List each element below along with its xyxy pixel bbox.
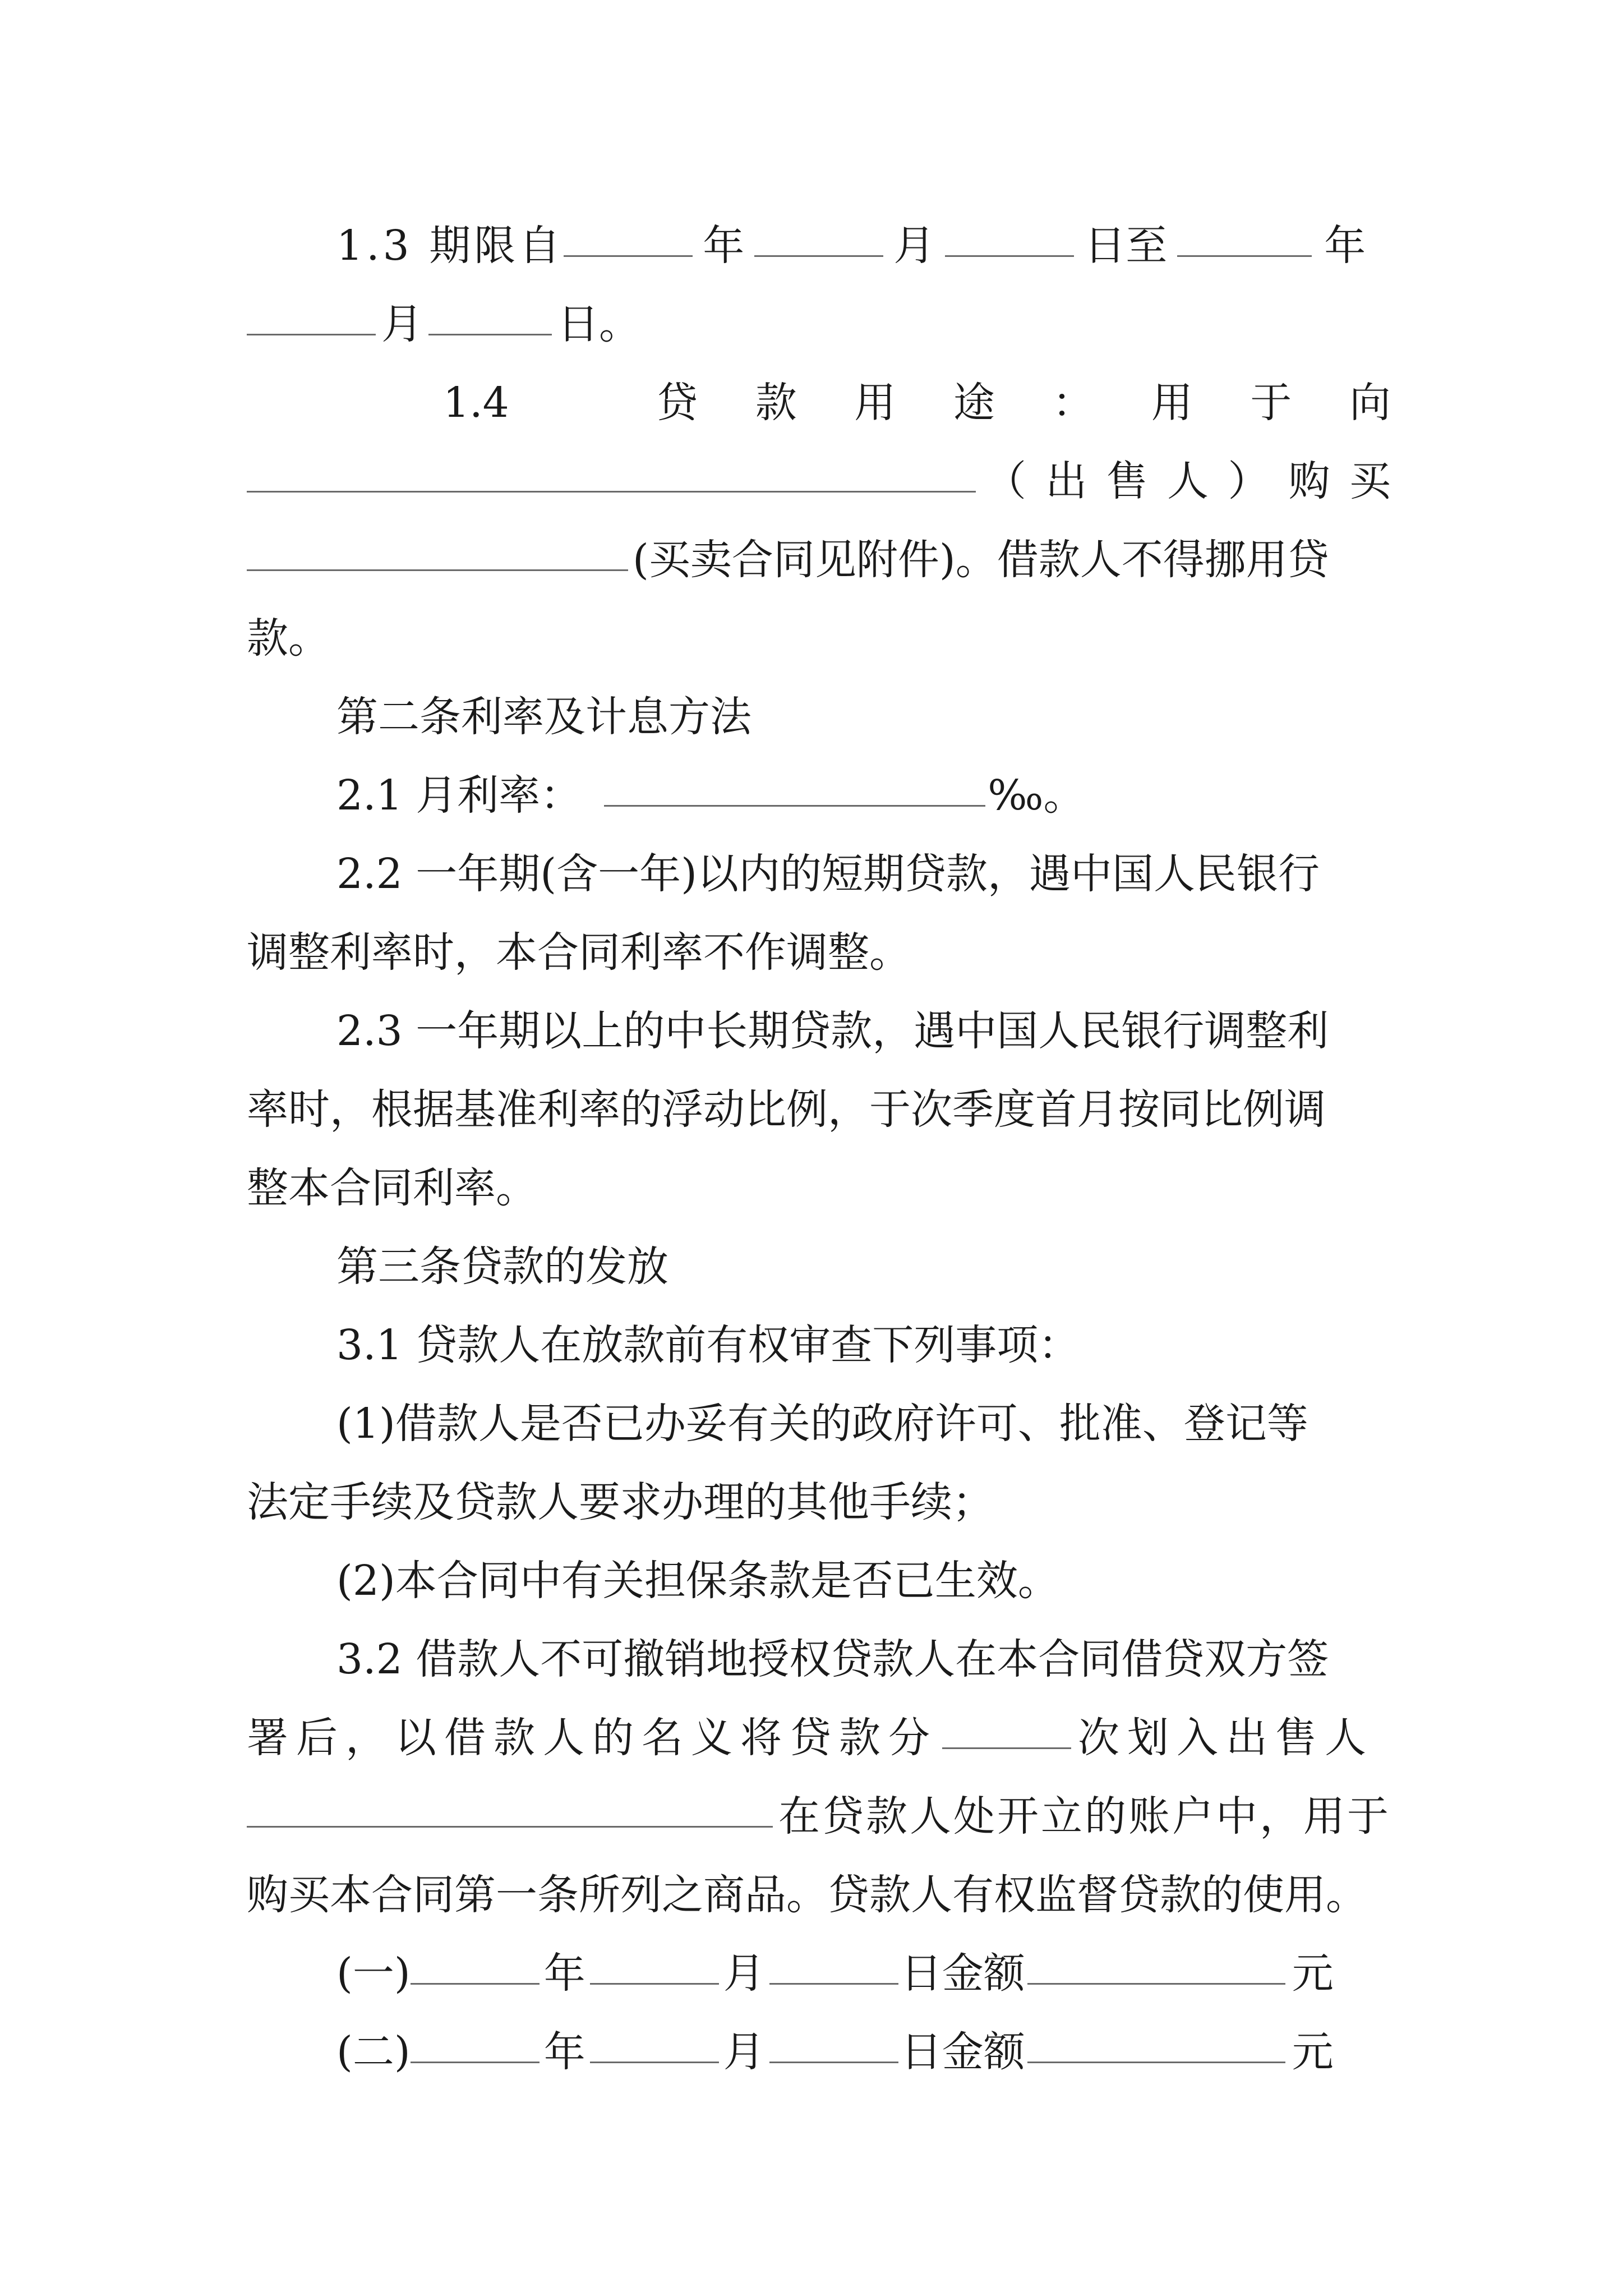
installment-row xyxy=(336,1934,1391,2013)
installment-amount-blank[interactable] xyxy=(1027,2062,1285,2063)
char: ） xyxy=(1228,457,1270,505)
char: （ xyxy=(985,457,1026,505)
char: 途 xyxy=(953,379,995,427)
year-end-blank[interactable] xyxy=(1177,255,1312,257)
clause-3-2-line2 xyxy=(247,1699,1391,1777)
day-end-blank[interactable] xyxy=(428,334,552,335)
char: 向 xyxy=(1349,379,1391,427)
clause-3-2-line1: 3.2 借款人不可撤销地授权贷款人在本合同借贷双方签 xyxy=(336,1635,1329,1683)
clause-1-3-line2 xyxy=(247,285,1391,364)
char: 出 xyxy=(1045,457,1087,505)
clause-3-2-line4: 购买本合同第一条所列之商品。贷款人有权监督贷款的使用。 xyxy=(247,1871,1367,1919)
char: 用 xyxy=(1151,379,1193,427)
char: 于 xyxy=(1250,379,1292,427)
day-blank[interactable] xyxy=(945,255,1074,257)
clause-1-4-line4: 款。 xyxy=(247,614,330,662)
day-end-label: 日。 xyxy=(557,300,640,348)
installment-year-blank[interactable] xyxy=(411,2062,540,2063)
installment-amount-label: 日金额 xyxy=(900,1949,1025,1998)
clause-1-4-line2 xyxy=(247,442,1391,521)
clause-2-1-tail: ‰。 xyxy=(988,771,1085,820)
installment-day-blank[interactable] xyxy=(769,2062,898,2063)
clause-3-2-line3 xyxy=(247,1777,1391,1856)
year-blank[interactable] xyxy=(564,255,693,257)
char: 售 xyxy=(1106,457,1148,505)
char: 人 xyxy=(1166,457,1209,505)
clause-2-3-line1: 2.3 一年期以上的中长期贷款，遇中国人民银行调整利 xyxy=(336,1007,1329,1055)
char: 购 xyxy=(1288,457,1330,505)
clause-2-2-line1: 2.2 一年期(含一年)以内的短期贷款，遇中国人民银行 xyxy=(336,850,1320,898)
installment-label: (一) xyxy=(336,1949,411,1998)
installment-unit: 元 xyxy=(1292,1949,1334,1998)
seller-account-blank[interactable] xyxy=(247,1826,773,1828)
installment-unit: 元 xyxy=(1292,2028,1334,2076)
installment-month-blank[interactable] xyxy=(590,1983,719,1985)
year-end-label: 年 xyxy=(1324,222,1366,270)
installment-year-blank[interactable] xyxy=(411,1983,540,1985)
article-3-title: 第三条贷款的发放 xyxy=(336,1243,668,1291)
installment-month-label: 月 xyxy=(723,1949,765,1998)
installment-year-label: 年 xyxy=(543,2028,585,2076)
clause-3-2-line3-tail: 在贷款人处开立的账户中，用于 xyxy=(778,1792,1391,1841)
seller-tail xyxy=(985,442,1391,521)
installment-month-label: 月 xyxy=(723,2028,765,2076)
char: ： xyxy=(1052,379,1094,427)
clause-3-1: 3.1 贷款人在放款前有权审查下列事项： xyxy=(336,1321,1080,1369)
char: 款 xyxy=(755,379,797,427)
goods-blank[interactable] xyxy=(247,569,628,571)
seller-blank[interactable] xyxy=(247,491,976,493)
item-2: (2)本合同中有关担保条款是否已生效。 xyxy=(336,1557,1059,1605)
article-2-title: 第二条利率及计息方法 xyxy=(336,693,751,741)
clause-1-3-lead: 1.3 期限自 xyxy=(336,222,564,270)
char: 贷 xyxy=(656,379,698,427)
day-to-label: 日至 xyxy=(1084,222,1168,270)
goods-tail: (买卖合同见附件)。借款人不得挪用贷 xyxy=(633,536,1329,584)
installment-label: (二) xyxy=(336,2028,411,2076)
installment-day-blank[interactable] xyxy=(769,1983,898,1985)
clause-3-2-line2-tail: 次划入出售人 xyxy=(1078,1714,1374,1762)
month-label: 月 xyxy=(893,222,935,270)
clause-3-2-line2-lead: 署后，以借款人的名义将贷款分 xyxy=(247,1714,938,1762)
installment-amount-blank[interactable] xyxy=(1027,1983,1285,1985)
installment-row xyxy=(336,2013,1391,2091)
installment-month-blank[interactable] xyxy=(590,2062,719,2063)
month-end-blank[interactable] xyxy=(247,334,376,335)
clause-2-1 xyxy=(336,756,1391,835)
installment-count-blank[interactable] xyxy=(942,1747,1071,1749)
installment-year-label: 年 xyxy=(543,1949,585,1998)
installment-amount-label: 日金额 xyxy=(900,2028,1025,2076)
clause-2-2-line2: 调整利率时，本合同利率不作调整。 xyxy=(247,928,911,977)
clause-2-3-line3: 整本合同利率。 xyxy=(247,1164,537,1212)
char: 用 xyxy=(854,379,896,427)
char: 买 xyxy=(1349,457,1391,505)
clause-1-4-line3 xyxy=(247,521,1391,599)
monthly-rate-blank[interactable] xyxy=(604,805,985,807)
clause-1-4-num: 1.4 xyxy=(443,379,509,427)
year-label: 年 xyxy=(703,222,745,270)
clause-1-3-line1 xyxy=(336,206,1391,285)
month-end-label: 月 xyxy=(381,300,423,348)
clause-1-4-line1 xyxy=(443,364,1391,442)
clause-2-1-lead: 2.1 月利率： xyxy=(336,771,582,820)
month-blank[interactable] xyxy=(754,255,883,257)
clause-2-3-line2: 率时，根据基准利率的浮动比例，于次季度首月按同比例调 xyxy=(247,1085,1326,1134)
item-1-line2: 法定手续及贷款人要求办理的其他手续； xyxy=(247,1478,994,1526)
item-1-line1: (1)借款人是否已办妥有关的政府许可、批准、登记等 xyxy=(336,1400,1308,1448)
